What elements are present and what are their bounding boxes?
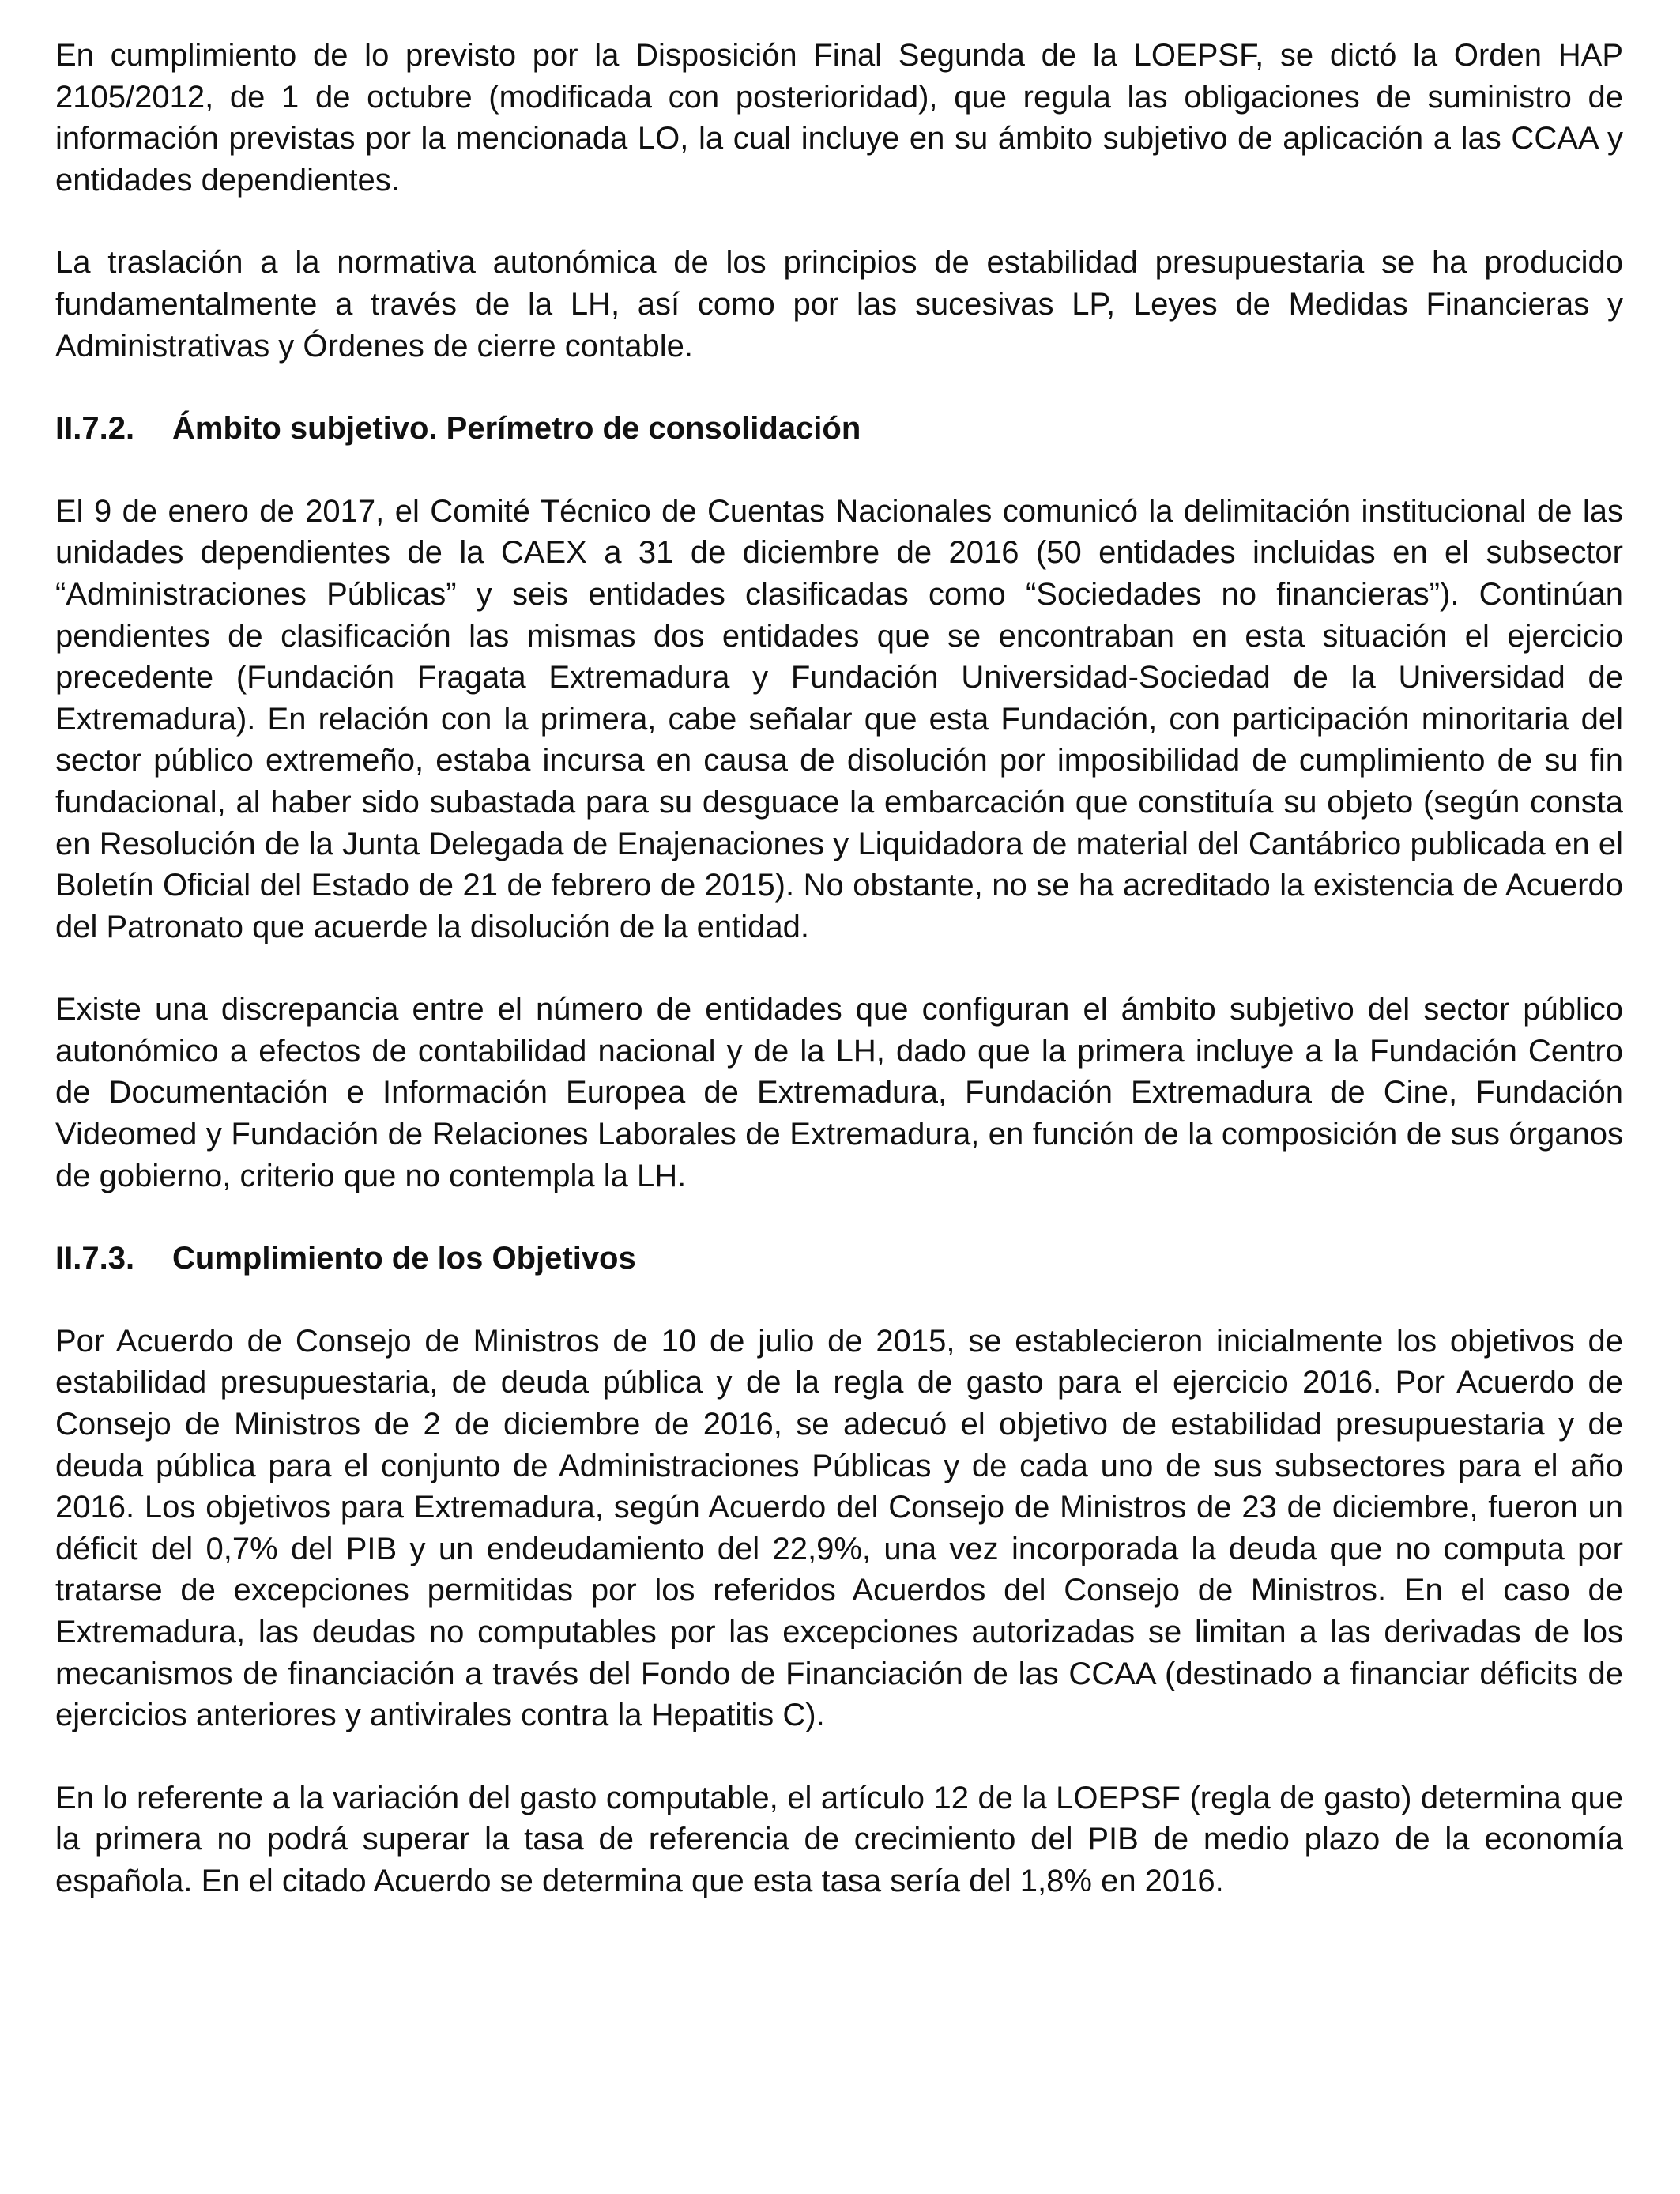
objetivos-paragraph-2: En lo referente a la variación del gasto computable, el artículo 12 de la LOEPSF (regla de gasto) determina que la primera no podrá superar la tasa de referencia de crecimiento del PIB de medio plazo de la economía española. En el citado Acuerdo se determina que esta tasa sería del 1,8% en 2016. [55,1780,1623,1898]
section-number: II.7.2. [55,411,135,447]
document-page [55,35,1623,1902]
section-title: Cumplimiento de los Objetivos [172,1241,636,1276]
section-title: Ámbito subjetivo. Perímetro de consolidación [172,411,861,447]
section-number: II.7.3. [55,1241,135,1276]
section-heading-cumplimiento-objetivos [55,1238,1623,1280]
ambito-paragraph-2: Existe una discrepancia entre el número de entidades que configuran el ámbito subjetivo del sector público autonómico a efectos de contabilidad nacional y de la LH, dado que la primera incluye a la Fundación Centro de Documentación e Información Europea de Extremadura, Fundación Extremadura de Cine, Fundación Videomed y Fundación de Relaciones Laborales de Extremadura, en función de la composición de sus órganos de gobierno, criterio que no contempla la LH. [55,992,1623,1193]
section-heading-ambito-subjetivo [55,408,1623,450]
intro-paragraph-1: En cumplimiento de lo previsto por la Disposición Final Segunda de la LOEPSF, se dictó la Orden HAP 2105/2012, de 1 de octubre (modificada con posterioridad), que regula las obligaciones de suministro de información previstas por la mencionada LO, la cual incluye en su ámbito subjetivo de aplicación a las CCAA y entidades dependientes. [55,38,1623,198]
intro-paragraph-2: La traslación a la normativa autonómica de los principios de estabilidad presupuestaria se ha producido fundamentalmente a través de la LH, así como por las sucesivas LP, Leyes de Medidas Financieras y Administrativas y Órdenes de cierre contable. [55,245,1623,364]
ambito-paragraph-1: El 9 de enero de 2017, el Comité Técnico de Cuentas Nacionales comunicó la delimitación institucional de las unidades dependientes de la CAEX a 31 de diciembre de 2016 (50 entidades incluidas en el subsector “Administraciones Públicas” y seis entidades clasificadas como “Sociedades no financieras”). Continúan pendientes de clasificación las mismas dos entidades que se encontraban en esta situación el ejercicio precedente (Fundación Fragata Extremadura y Fundación Universidad-Sociedad de la Universidad de Extremadura). En relación con la primera, cabe señalar que esta Fundación, con participación minoritaria del sector público extremeño, estaba incursa en causa de disolución por imposibilidad de cumplimiento de su fin fundacional, al haber sido subastada para su desguace la embarcación que constituía su objeto (según consta en Resolución de la Junta Delegada de Enajenaciones y Liquidadora de material del Cantábrico publicada en el Boletín Oficial del Estado de 21 de febrero de 2015). No obstante, no se ha acreditado la existencia de Acuerdo del Patronato que acuerde la disolución de la entidad. [55,493,1623,944]
objetivos-paragraph-1: Por Acuerdo de Consejo de Ministros de 10 de julio de 2015, se establecieron inicialmente los objetivos de estabilidad presupuestaria, de deuda pública y de la regla de gasto para el ejercicio 2016. Por Acuerdo de Consejo de Ministros de 2 de diciembre de 2016, se adecuó el objetivo de estabilidad presupuestaria y de deuda pública para el conjunto de Administraciones Públicas y de cada uno de sus subsectores para el año 2016. Los objetivos para Extremadura, según Acuerdo del Consejo de Ministros de 23 de diciembre, fueron un déficit del 0,7% del PIB y un endeudamiento del 22,9%, una vez incorporada la deuda que no computa por tratarse de excepciones permitidas por los referidos Acuerdos del Consejo de Ministros. En el caso de Extremadura, las deudas no computables por las excepciones autorizadas se limitan a las derivadas de los mecanismos de financiación a través del Fondo de Financiación de las CCAA (destinado a financiar déficits de ejercicios anteriores y antivirales contra la Hepatitis C). [55,1323,1623,1733]
